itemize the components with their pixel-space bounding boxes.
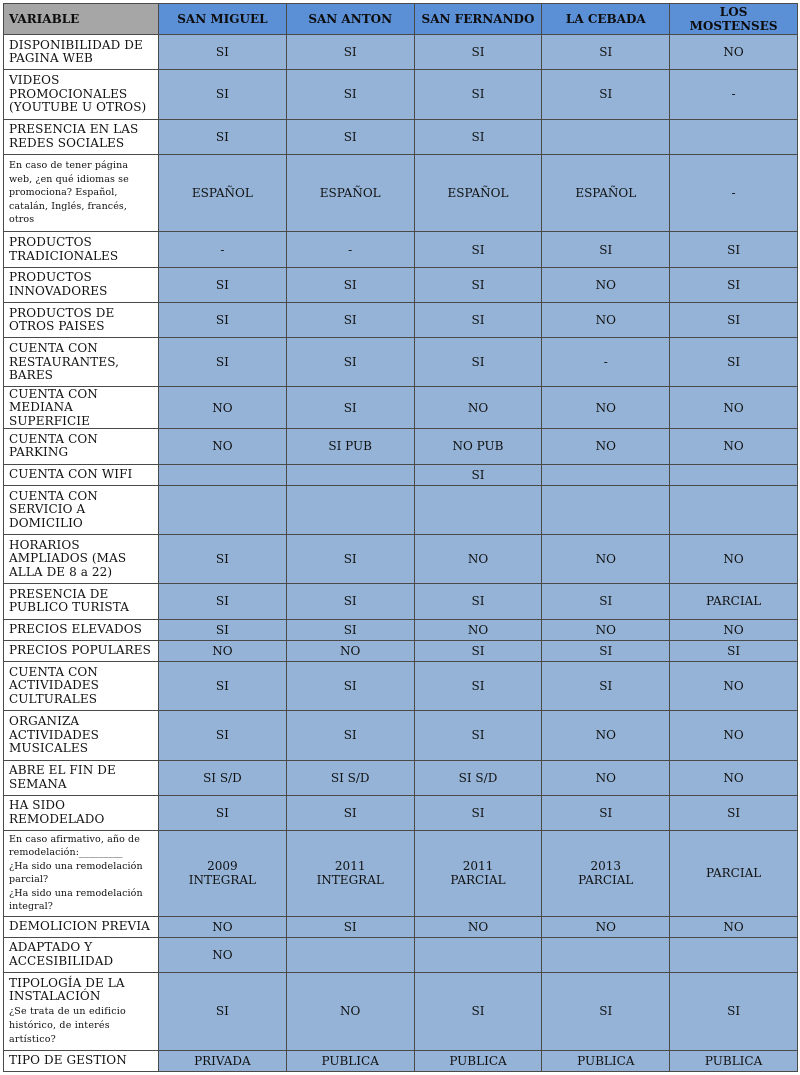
value-cell-la-cebada: NO: [542, 711, 670, 760]
value-cell-san-anton: SI PUB: [286, 429, 414, 464]
value-cell-la-cebada: [542, 464, 670, 485]
value-cell-san-miguel: SI: [159, 35, 287, 70]
value-cell-san-miguel: -: [159, 232, 287, 267]
value-cell-san-fernando: ESPAÑOL: [414, 154, 542, 232]
value-cell-los-mostenses: NO: [670, 429, 798, 464]
variable-cell: En caso de tener página web, ¿en qué idiomas se promociona? Español, catalán, Inglés, francés, otros: [4, 154, 159, 232]
value-cell-la-cebada: [542, 119, 670, 154]
variable-subtext: ¿Se trata de un edificio histórico, de interés artístico?: [9, 1005, 126, 1045]
value-cell-san-anton: PUBLICA: [286, 1050, 414, 1071]
table-row: [4, 302, 798, 337]
value-cell-la-cebada: [542, 485, 670, 534]
value-cell-la-cebada: [542, 937, 670, 972]
value-cell-san-fernando: SI: [414, 795, 542, 830]
value-cell-los-mostenses: [670, 485, 798, 534]
value-cell-san-anton: [286, 937, 414, 972]
value-cell-la-cebada: SI: [542, 70, 670, 119]
value-cell-la-cebada: NO: [542, 302, 670, 337]
value-cell-san-anton: [286, 464, 414, 485]
value-cell-san-fernando: NO: [414, 387, 542, 429]
value-cell-san-miguel: [159, 464, 287, 485]
table-row: [4, 232, 798, 267]
value-cell-los-mostenses: NO: [670, 387, 798, 429]
variable-cell: ORGANIZA ACTIVIDADES MUSICALES: [4, 711, 159, 760]
table-row: [4, 795, 798, 830]
variable-cell: PRODUCTOS DE OTROS PAISES: [4, 302, 159, 337]
value-cell-la-cebada: SI: [542, 973, 670, 1051]
table-row: [4, 937, 798, 972]
value-cell-san-fernando: SI: [414, 640, 542, 661]
value-cell-los-mostenses: PARCIAL: [670, 584, 798, 619]
variable-cell: PRODUCTOS INNOVADORES: [4, 267, 159, 302]
value-cell-san-miguel: SI: [159, 119, 287, 154]
value-cell-san-fernando: SI S/D: [414, 760, 542, 795]
value-cell-san-fernando: NO: [414, 619, 542, 640]
table-row: [4, 485, 798, 534]
table-row: [4, 661, 798, 710]
variable-cell: CUENTA CON ACTIVIDADES CULTURALES: [4, 661, 159, 710]
column-header-san-anton: SAN ANTON: [286, 4, 414, 35]
value-cell-los-mostenses: NO: [670, 760, 798, 795]
value-cell-san-miguel: SI: [159, 584, 287, 619]
table-row: [4, 640, 798, 661]
variable-cell: CUENTA CON SERVICIO A DOMICILIO: [4, 485, 159, 534]
value-cell-san-anton: SI: [286, 795, 414, 830]
table-row: [4, 619, 798, 640]
variable-cell: CUENTA CON WIFI: [4, 464, 159, 485]
value-cell-san-fernando: NO: [414, 916, 542, 937]
value-cell-san-anton: SI: [286, 619, 414, 640]
value-cell-san-miguel: SI: [159, 338, 287, 387]
table-row: [4, 35, 798, 70]
value-cell-san-anton: 2011 INTEGRAL: [286, 831, 414, 917]
variable-cell: VIDEOS PROMOCIONALES (YOUTUBE U OTROS): [4, 70, 159, 119]
value-cell-la-cebada: NO: [542, 429, 670, 464]
value-cell-la-cebada: NO: [542, 760, 670, 795]
value-cell-san-fernando: SI: [414, 232, 542, 267]
value-cell-los-mostenses: [670, 937, 798, 972]
value-cell-la-cebada: 2013 PARCIAL: [542, 831, 670, 917]
value-cell-san-anton: SI: [286, 916, 414, 937]
value-cell-los-mostenses: NO: [670, 711, 798, 760]
table-body: [4, 35, 798, 1072]
value-cell-san-miguel: SI: [159, 795, 287, 830]
value-cell-san-anton: SI: [286, 267, 414, 302]
table-row: [4, 70, 798, 119]
value-cell-la-cebada: NO: [542, 619, 670, 640]
value-cell-san-anton: SI: [286, 338, 414, 387]
value-cell-la-cebada: NO: [542, 267, 670, 302]
variable-cell: TIPO DE GESTION: [4, 1050, 159, 1071]
value-cell-san-fernando: SI: [414, 119, 542, 154]
value-cell-los-mostenses: PUBLICA: [670, 1050, 798, 1071]
value-cell-san-fernando: SI: [414, 338, 542, 387]
variable-cell: PRESENCIA EN LAS REDES SOCIALES: [4, 119, 159, 154]
value-cell-la-cebada: SI: [542, 795, 670, 830]
value-cell-la-cebada: -: [542, 338, 670, 387]
value-cell-san-miguel: SI: [159, 70, 287, 119]
value-cell-san-anton: SI S/D: [286, 760, 414, 795]
table-row: [4, 973, 798, 1051]
value-cell-los-mostenses: [670, 119, 798, 154]
value-cell-san-miguel: NO: [159, 916, 287, 937]
value-cell-la-cebada: SI: [542, 661, 670, 710]
variable-cell: PRECIOS ELEVADOS: [4, 619, 159, 640]
value-cell-los-mostenses: NO: [670, 916, 798, 937]
value-cell-san-fernando: SI: [414, 302, 542, 337]
value-cell-san-fernando: SI: [414, 973, 542, 1051]
column-header-los-mostenses: LOS MOSTENSES: [670, 4, 798, 35]
value-cell-san-miguel: 2009 INTEGRAL: [159, 831, 287, 917]
value-cell-san-miguel: NO: [159, 429, 287, 464]
table-row: [4, 916, 798, 937]
value-cell-los-mostenses: NO: [670, 661, 798, 710]
value-cell-los-mostenses: NO: [670, 35, 798, 70]
value-cell-san-anton: SI: [286, 70, 414, 119]
value-cell-la-cebada: SI: [542, 584, 670, 619]
value-cell-san-anton: [286, 485, 414, 534]
value-cell-los-mostenses: SI: [670, 795, 798, 830]
value-cell-san-fernando: SI: [414, 35, 542, 70]
value-cell-san-anton: SI: [286, 584, 414, 619]
value-cell-san-miguel: SI: [159, 535, 287, 584]
value-cell-san-anton: SI: [286, 302, 414, 337]
value-cell-san-miguel: NO: [159, 937, 287, 972]
variable-cell: PRECIOS POPULARES: [4, 640, 159, 661]
variable-cell: CUENTA CON RESTAURANTES, BARES: [4, 338, 159, 387]
variable-cell: CUENTA CON MEDIANA SUPERFICIE: [4, 387, 159, 429]
value-cell-los-mostenses: SI: [670, 973, 798, 1051]
value-cell-san-miguel: SI: [159, 973, 287, 1051]
variable-cell: PRODUCTOS TRADICIONALES: [4, 232, 159, 267]
value-cell-san-miguel: ESPAÑOL: [159, 154, 287, 232]
value-cell-san-fernando: [414, 485, 542, 534]
value-cell-los-mostenses: NO: [670, 619, 798, 640]
variable-cell: HA SIDO REMODELADO: [4, 795, 159, 830]
value-cell-san-fernando: SI: [414, 464, 542, 485]
value-cell-los-mostenses: PARCIAL: [670, 831, 798, 917]
value-cell-los-mostenses: -: [670, 70, 798, 119]
table-row: [4, 429, 798, 464]
value-cell-san-anton: ESPAÑOL: [286, 154, 414, 232]
value-cell-san-anton: NO: [286, 973, 414, 1051]
value-cell-san-miguel: SI: [159, 619, 287, 640]
value-cell-san-miguel: SI: [159, 661, 287, 710]
value-cell-san-anton: SI: [286, 535, 414, 584]
variable-cell: CUENTA CON PARKING: [4, 429, 159, 464]
table-row: [4, 267, 798, 302]
value-cell-los-mostenses: SI: [670, 267, 798, 302]
variable-cell: TIPOLOGÍA DE LA INSTALACIÓN ¿Se trata de un edificio histórico, de interés artístico?: [4, 973, 159, 1051]
table-row: [4, 584, 798, 619]
value-cell-la-cebada: ESPAÑOL: [542, 154, 670, 232]
value-cell-la-cebada: SI: [542, 35, 670, 70]
value-cell-san-miguel: SI: [159, 267, 287, 302]
table-row: [4, 154, 798, 232]
value-cell-los-mostenses: NO: [670, 535, 798, 584]
variable-cell: PRESENCIA DE PUBLICO TURISTA: [4, 584, 159, 619]
table-row: [4, 464, 798, 485]
value-cell-san-fernando: NO PUB: [414, 429, 542, 464]
value-cell-la-cebada: NO: [542, 916, 670, 937]
value-cell-la-cebada: NO: [542, 535, 670, 584]
value-cell-san-miguel: PRIVADA: [159, 1050, 287, 1071]
table-row: [4, 338, 798, 387]
value-cell-san-fernando: SI: [414, 661, 542, 710]
variable-cell: ABRE EL FIN DE SEMANA: [4, 760, 159, 795]
header-row: [4, 4, 798, 35]
value-cell-san-anton: SI: [286, 661, 414, 710]
variable-cell: En caso afirmativo, año de remodelación:_________ ¿Ha sido una remodelación parcial? ¿Ha sido una remodelación integral?: [4, 831, 159, 917]
table-row: [4, 119, 798, 154]
column-header-san-fernando: SAN FERNANDO: [414, 4, 542, 35]
value-cell-san-fernando: 2011 PARCIAL: [414, 831, 542, 917]
variable-cell: ADAPTADO Y ACCESIBILIDAD: [4, 937, 159, 972]
value-cell-san-miguel: SI: [159, 711, 287, 760]
market-comparison-table: [3, 3, 798, 1072]
value-cell-san-miguel: NO: [159, 640, 287, 661]
value-cell-san-fernando: SI: [414, 70, 542, 119]
column-header-variable: VARIABLE: [4, 4, 159, 35]
value-cell-san-fernando: SI: [414, 584, 542, 619]
value-cell-san-miguel: SI: [159, 302, 287, 337]
column-header-san-miguel: SAN MIGUEL: [159, 4, 287, 35]
value-cell-la-cebada: SI: [542, 640, 670, 661]
value-cell-los-mostenses: -: [670, 154, 798, 232]
value-cell-san-fernando: [414, 937, 542, 972]
value-cell-san-miguel: SI S/D: [159, 760, 287, 795]
variable-cell: DISPONIBILIDAD DE PAGINA WEB: [4, 35, 159, 70]
value-cell-los-mostenses: SI: [670, 302, 798, 337]
value-cell-los-mostenses: SI: [670, 338, 798, 387]
table-row: [4, 831, 798, 917]
value-cell-san-fernando: SI: [414, 267, 542, 302]
value-cell-la-cebada: NO: [542, 387, 670, 429]
value-cell-san-anton: NO: [286, 640, 414, 661]
value-cell-san-anton: SI: [286, 387, 414, 429]
value-cell-la-cebada: PUBLICA: [542, 1050, 670, 1071]
variable-cell: HORARIOS AMPLIADOS (MAS ALLA DE 8 a 22): [4, 535, 159, 584]
value-cell-san-miguel: NO: [159, 387, 287, 429]
value-cell-los-mostenses: [670, 464, 798, 485]
value-cell-san-fernando: PUBLICA: [414, 1050, 542, 1071]
value-cell-san-anton: SI: [286, 119, 414, 154]
table-row: [4, 387, 798, 429]
value-cell-los-mostenses: SI: [670, 232, 798, 267]
value-cell-san-fernando: SI: [414, 711, 542, 760]
value-cell-san-fernando: NO: [414, 535, 542, 584]
value-cell-los-mostenses: SI: [670, 640, 798, 661]
column-header-la-cebada: LA CEBADA: [542, 4, 670, 35]
table-row: [4, 535, 798, 584]
value-cell-san-anton: -: [286, 232, 414, 267]
table-row: [4, 1050, 798, 1071]
value-cell-san-miguel: [159, 485, 287, 534]
table-row: [4, 711, 798, 760]
value-cell-la-cebada: SI: [542, 232, 670, 267]
variable-cell: DEMOLICION PREVIA: [4, 916, 159, 937]
table-row: [4, 760, 798, 795]
value-cell-san-anton: SI: [286, 711, 414, 760]
value-cell-san-anton: SI: [286, 35, 414, 70]
